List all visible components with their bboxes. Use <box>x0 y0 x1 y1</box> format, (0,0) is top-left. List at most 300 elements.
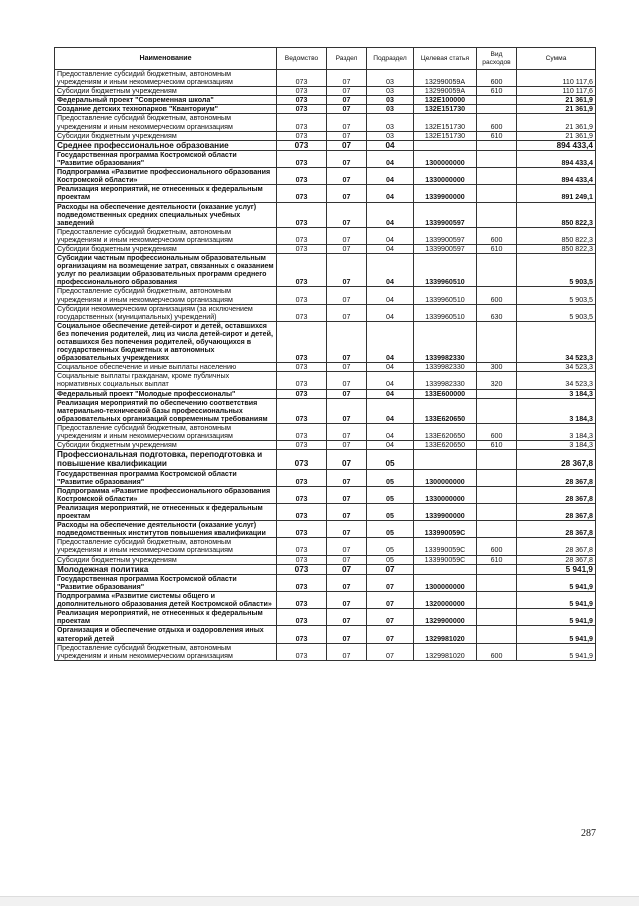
cell-razdel: 07 <box>327 304 367 321</box>
table-row <box>55 592 596 609</box>
cell-statya: 1329981020 <box>414 643 477 660</box>
cell-vid: 610 <box>477 244 517 253</box>
cell-statya: 133E620650 <box>414 441 477 450</box>
cell-summa: 3 184,3 <box>517 423 596 440</box>
cell-summa: 28 367,8 <box>517 486 596 503</box>
cell-vid <box>477 450 517 469</box>
cell-ved: 073 <box>277 574 327 591</box>
cell-statya: 132E151730 <box>414 131 477 140</box>
cell-razdel: 07 <box>327 321 367 362</box>
table-row <box>55 363 596 372</box>
cell-vid: 610 <box>477 87 517 96</box>
cell-statya: 1339982330 <box>414 363 477 372</box>
cell-razdel: 07 <box>327 363 367 372</box>
table-row <box>55 441 596 450</box>
cell-vid: 600 <box>477 287 517 304</box>
cell-razdel: 07 <box>327 574 367 591</box>
cell-name: Реализация мероприятий по обеспечению соответствия материально-технической базы профессиональных образовательных организаций современным требованиям <box>55 398 277 423</box>
cell-summa: 5 941,9 <box>517 574 596 591</box>
cell-name: Создание детских технопарков "Кванториум" <box>55 105 277 114</box>
cell-statya: 133E620650 <box>414 398 477 423</box>
cell-podrazdel: 05 <box>367 504 414 521</box>
cell-name: Субсидии бюджетным учреждениям <box>55 131 277 140</box>
cell-razdel: 07 <box>327 398 367 423</box>
cell-ved: 073 <box>277 105 327 114</box>
cell-ved: 073 <box>277 486 327 503</box>
cell-podrazdel: 04 <box>367 254 414 287</box>
cell-ved: 073 <box>277 609 327 626</box>
cell-podrazdel: 04 <box>367 150 414 167</box>
table-row <box>55 150 596 167</box>
cell-podrazdel: 03 <box>367 87 414 96</box>
header-name: Наименование <box>55 48 277 70</box>
cell-ved: 073 <box>277 504 327 521</box>
cell-razdel: 07 <box>327 555 367 564</box>
table-row <box>55 398 596 423</box>
cell-summa: 5 903,5 <box>517 304 596 321</box>
cell-name: Подпрограмма «Развитие профессионального образования Костромской области» <box>55 168 277 185</box>
cell-podrazdel: 07 <box>367 564 414 574</box>
cell-summa: 5 941,9 <box>517 626 596 643</box>
header-podrazdel: Подраздел <box>367 48 414 70</box>
cell-podrazdel: 07 <box>367 643 414 660</box>
cell-name: Федеральный проект "Современная школа" <box>55 96 277 105</box>
table-row <box>55 254 596 287</box>
cell-razdel: 07 <box>327 202 367 227</box>
cell-summa: 5 903,5 <box>517 254 596 287</box>
cell-name: Государственная программа Костромской области "Развитие образования" <box>55 150 277 167</box>
cell-ved: 073 <box>277 254 327 287</box>
cell-summa: 28 367,8 <box>517 538 596 555</box>
cell-summa: 28 367,8 <box>517 450 596 469</box>
cell-vid <box>477 626 517 643</box>
cell-ved: 073 <box>277 304 327 321</box>
cell-name: Государственная программа Костромской области "Развитие образования" <box>55 574 277 591</box>
cell-podrazdel: 04 <box>367 202 414 227</box>
cell-ved: 073 <box>277 150 327 167</box>
cell-razdel: 07 <box>327 105 367 114</box>
cell-razdel: 07 <box>327 643 367 660</box>
cell-vid <box>477 574 517 591</box>
cell-ved: 073 <box>277 287 327 304</box>
cell-ved: 073 <box>277 389 327 398</box>
cell-vid <box>477 150 517 167</box>
cell-vid <box>477 398 517 423</box>
cell-name: Государственная программа Костромской области "Развитие образования" <box>55 469 277 486</box>
cell-razdel: 07 <box>327 254 367 287</box>
cell-summa: 850 822,3 <box>517 202 596 227</box>
cell-razdel: 07 <box>327 185 367 202</box>
cell-statya: 1300000000 <box>414 469 477 486</box>
table-row <box>55 626 596 643</box>
table-row <box>55 287 596 304</box>
cell-statya: 1329900000 <box>414 609 477 626</box>
cell-razdel: 07 <box>327 389 367 398</box>
cell-razdel: 07 <box>327 592 367 609</box>
table-row <box>55 244 596 253</box>
cell-vid: 630 <box>477 304 517 321</box>
cell-name: Реализация мероприятий, не отнесенных к федеральным проектам <box>55 609 277 626</box>
cell-name: Реализация мероприятий, не отнесенных к федеральным проектам <box>55 504 277 521</box>
cell-name: Социальное обеспечение детей-сирот и детей, оставшихся без попечения родителей, лиц из числа детей-сирот и детей, оставшихся без попечения родителей, обучающихся в государственных бюджетных и автономных образовательных учреждениях <box>55 321 277 362</box>
cell-podrazdel: 04 <box>367 398 414 423</box>
cell-vid: 600 <box>477 643 517 660</box>
cell-name: Профессиональная подготовка, переподготовка и повышение квалификации <box>55 450 277 469</box>
cell-name: Предоставление субсидий бюджетным, автономным учреждениям и иным некоммерческим организациям <box>55 287 277 304</box>
cell-podrazdel: 04 <box>367 321 414 362</box>
cell-ved: 073 <box>277 469 327 486</box>
cell-podrazdel: 04 <box>367 441 414 450</box>
cell-razdel: 07 <box>327 564 367 574</box>
cell-summa: 34 523,3 <box>517 321 596 362</box>
cell-statya: 1339900597 <box>414 227 477 244</box>
cell-vid: 600 <box>477 538 517 555</box>
cell-summa: 34 523,3 <box>517 372 596 389</box>
cell-vid: 610 <box>477 441 517 450</box>
header-statya: Целевая статья <box>414 48 477 70</box>
cell-name: Среднее профессиональное образование <box>55 140 277 150</box>
cell-ved: 073 <box>277 131 327 140</box>
cell-podrazdel: 04 <box>367 389 414 398</box>
table-row <box>55 450 596 469</box>
cell-ved: 073 <box>277 643 327 660</box>
header-ved: Ведомство <box>277 48 327 70</box>
cell-statya: 1339900597 <box>414 202 477 227</box>
cell-ved: 073 <box>277 423 327 440</box>
cell-vid <box>477 140 517 150</box>
cell-vid <box>477 105 517 114</box>
cell-razdel: 07 <box>327 521 367 538</box>
cell-summa: 850 822,3 <box>517 244 596 253</box>
cell-summa: 28 367,8 <box>517 521 596 538</box>
cell-podrazdel: 05 <box>367 538 414 555</box>
cell-vid <box>477 321 517 362</box>
cell-razdel: 07 <box>327 114 367 131</box>
cell-statya: 133E600000 <box>414 389 477 398</box>
cell-podrazdel: 05 <box>367 486 414 503</box>
table-row <box>55 555 596 564</box>
cell-name: Молодежная политика <box>55 564 277 574</box>
table-row <box>55 521 596 538</box>
table-row <box>55 131 596 140</box>
cell-name: Субсидии некоммерческим организациям (за исключением государственных (муниципальных) учреждений) <box>55 304 277 321</box>
cell-name: Предоставление субсидий бюджетным, автономным учреждениям и иным некоммерческим организациям <box>55 423 277 440</box>
cell-summa: 5 941,9 <box>517 643 596 660</box>
cell-summa: 34 523,3 <box>517 363 596 372</box>
cell-summa: 5 903,5 <box>517 287 596 304</box>
cell-vid <box>477 469 517 486</box>
cell-vid <box>477 592 517 609</box>
cell-name: Предоставление субсидий бюджетным, автономным учреждениям и иным некоммерческим организациям <box>55 538 277 555</box>
cell-name: Субсидии бюджетным учреждениям <box>55 87 277 96</box>
cell-vid <box>477 486 517 503</box>
cell-statya: 132990059А <box>414 87 477 96</box>
cell-podrazdel: 04 <box>367 244 414 253</box>
table-row <box>55 469 596 486</box>
cell-razdel: 07 <box>327 168 367 185</box>
cell-podrazdel: 03 <box>367 105 414 114</box>
budget-table <box>54 47 596 661</box>
cell-name: Предоставление субсидий бюджетным, автономным учреждениям и иным некоммерческим организациям <box>55 227 277 244</box>
table-row <box>55 70 596 87</box>
cell-ved: 073 <box>277 538 327 555</box>
cell-summa: 28 367,8 <box>517 469 596 486</box>
cell-vid: 600 <box>477 114 517 131</box>
cell-razdel: 07 <box>327 227 367 244</box>
table-row <box>55 574 596 591</box>
cell-name: Федеральный проект "Молодые профессионалы" <box>55 389 277 398</box>
cell-vid <box>477 504 517 521</box>
cell-podrazdel: 03 <box>367 96 414 105</box>
cell-vid: 600 <box>477 227 517 244</box>
cell-statya: 1339960510 <box>414 287 477 304</box>
cell-vid: 610 <box>477 555 517 564</box>
cell-statya: 1300000000 <box>414 574 477 591</box>
cell-name: Предоставление субсидий бюджетным, автономным учреждениям и иным некоммерческим организациям <box>55 643 277 660</box>
cell-statya: 1339900000 <box>414 185 477 202</box>
cell-razdel: 07 <box>327 287 367 304</box>
cell-vid: 320 <box>477 372 517 389</box>
cell-razdel: 07 <box>327 626 367 643</box>
cell-vid <box>477 564 517 574</box>
cell-statya: 132E151730 <box>414 105 477 114</box>
cell-name: Реализация мероприятий, не отнесенных к федеральным проектам <box>55 185 277 202</box>
cell-razdel: 07 <box>327 244 367 253</box>
table-row <box>55 96 596 105</box>
cell-statya: 1339982330 <box>414 321 477 362</box>
cell-name: Расходы на обеспечение деятельности (оказание услуг) подведомственных средних специальных учебных заведений <box>55 202 277 227</box>
cell-statya: 133990059С <box>414 555 477 564</box>
cell-summa: 3 184,3 <box>517 398 596 423</box>
cell-vid: 610 <box>477 131 517 140</box>
cell-statya: 132990059А <box>414 70 477 87</box>
cell-statya: 1330000000 <box>414 486 477 503</box>
cell-statya: 1300000000 <box>414 150 477 167</box>
cell-statya: 1339900000 <box>414 504 477 521</box>
cell-podrazdel: 04 <box>367 140 414 150</box>
table-row <box>55 114 596 131</box>
cell-summa: 21 361,9 <box>517 105 596 114</box>
cell-ved: 073 <box>277 70 327 87</box>
cell-summa: 891 249,1 <box>517 185 596 202</box>
table-row <box>55 504 596 521</box>
header-razdel: Раздел <box>327 48 367 70</box>
cell-razdel: 07 <box>327 140 367 150</box>
cell-razdel: 07 <box>327 538 367 555</box>
cell-podrazdel: 05 <box>367 521 414 538</box>
cell-summa: 5 941,9 <box>517 609 596 626</box>
cell-statya <box>414 564 477 574</box>
cell-podrazdel: 05 <box>367 555 414 564</box>
cell-razdel: 07 <box>327 609 367 626</box>
cell-razdel: 07 <box>327 423 367 440</box>
cell-ved: 073 <box>277 114 327 131</box>
table-row <box>55 564 596 574</box>
cell-summa: 21 361,9 <box>517 96 596 105</box>
table-row <box>55 423 596 440</box>
cell-statya: 1339960510 <box>414 254 477 287</box>
table-row <box>55 202 596 227</box>
cell-summa: 894 433,4 <box>517 150 596 167</box>
cell-podrazdel: 04 <box>367 185 414 202</box>
cell-razdel: 07 <box>327 372 367 389</box>
cell-vid <box>477 185 517 202</box>
cell-name: Подпрограмма «Развитие системы общего и дополнительного образования детей Костромской области» <box>55 592 277 609</box>
cell-name: Субсидии частным профессиональным образовательным организациям на возмещение затрат, связанных с оказанием услуг по реализации образовательных программ среднего профессионального образования <box>55 254 277 287</box>
cell-name: Субсидии бюджетным учреждениям <box>55 244 277 253</box>
cell-summa: 28 367,8 <box>517 504 596 521</box>
cell-summa: 3 184,3 <box>517 389 596 398</box>
cell-ved: 073 <box>277 626 327 643</box>
cell-razdel: 07 <box>327 486 367 503</box>
cell-razdel: 07 <box>327 150 367 167</box>
cell-vid <box>477 254 517 287</box>
cell-vid <box>477 521 517 538</box>
table-row <box>55 389 596 398</box>
cell-podrazdel: 04 <box>367 287 414 304</box>
cell-razdel: 07 <box>327 469 367 486</box>
cell-statya: 1320000000 <box>414 592 477 609</box>
cell-razdel: 07 <box>327 441 367 450</box>
cell-summa: 5 941,9 <box>517 592 596 609</box>
cell-podrazdel: 04 <box>367 227 414 244</box>
cell-summa: 110 117,6 <box>517 87 596 96</box>
cell-statya: 1330000000 <box>414 168 477 185</box>
table-row <box>55 140 596 150</box>
cell-podrazdel: 04 <box>367 363 414 372</box>
cell-name: Организация и обеспечение отдыха и оздоровления иных категорий детей <box>55 626 277 643</box>
cell-statya: 1339960510 <box>414 304 477 321</box>
header-summa: Сумма <box>517 48 596 70</box>
cell-statya: 1329981020 <box>414 626 477 643</box>
cell-ved: 073 <box>277 168 327 185</box>
cell-razdel: 07 <box>327 504 367 521</box>
cell-summa: 21 361,9 <box>517 131 596 140</box>
cell-name: Социальные выплаты гражданам, кроме публичных нормативных социальных выплат <box>55 372 277 389</box>
cell-ved: 073 <box>277 450 327 469</box>
cell-summa: 5 941,9 <box>517 564 596 574</box>
cell-podrazdel: 07 <box>367 574 414 591</box>
cell-ved: 073 <box>277 372 327 389</box>
cell-razdel: 07 <box>327 450 367 469</box>
cell-name: Субсидии бюджетным учреждениям <box>55 555 277 564</box>
cell-summa: 894 433,4 <box>517 168 596 185</box>
cell-name: Субсидии бюджетным учреждениям <box>55 441 277 450</box>
page-number: 287 <box>581 828 596 839</box>
cell-podrazdel: 04 <box>367 304 414 321</box>
cell-name: Предоставление субсидий бюджетным, автономным учреждениям и иным некоммерческим организациям <box>55 70 277 87</box>
table-header-row <box>55 48 596 70</box>
cell-ved: 073 <box>277 521 327 538</box>
cell-name: Предоставление субсидий бюджетным, автономным учреждениям и иным некоммерческим организациям <box>55 114 277 131</box>
cell-ved: 073 <box>277 564 327 574</box>
cell-statya: 132E100000 <box>414 96 477 105</box>
cell-ved: 073 <box>277 202 327 227</box>
cell-summa: 850 822,3 <box>517 227 596 244</box>
cell-podrazdel: 05 <box>367 469 414 486</box>
table-row <box>55 304 596 321</box>
budget-table-container <box>54 47 595 661</box>
cell-statya: 1339900597 <box>414 244 477 253</box>
table-row <box>55 609 596 626</box>
header-vid: Вид расходов <box>477 48 517 70</box>
cell-summa: 110 117,6 <box>517 70 596 87</box>
cell-name: Подпрограмма «Развитие профессионального образования Костромской области» <box>55 486 277 503</box>
cell-podrazdel: 05 <box>367 450 414 469</box>
cell-ved: 073 <box>277 363 327 372</box>
cell-podrazdel: 04 <box>367 423 414 440</box>
table-body <box>55 70 596 661</box>
cell-ved: 073 <box>277 555 327 564</box>
cell-summa: 21 361,9 <box>517 114 596 131</box>
cell-razdel: 07 <box>327 131 367 140</box>
table-row <box>55 87 596 96</box>
cell-summa: 3 184,3 <box>517 441 596 450</box>
cell-vid: 300 <box>477 363 517 372</box>
cell-vid <box>477 389 517 398</box>
cell-vid <box>477 609 517 626</box>
cell-vid: 600 <box>477 70 517 87</box>
table-row <box>55 538 596 555</box>
cell-ved: 073 <box>277 87 327 96</box>
cell-ved: 073 <box>277 321 327 362</box>
cell-podrazdel: 07 <box>367 592 414 609</box>
cell-ved: 073 <box>277 398 327 423</box>
cell-statya: 132E151730 <box>414 114 477 131</box>
cell-ved: 073 <box>277 441 327 450</box>
cell-ved: 073 <box>277 140 327 150</box>
cell-razdel: 07 <box>327 96 367 105</box>
cell-razdel: 07 <box>327 70 367 87</box>
table-row <box>55 372 596 389</box>
cell-statya: 133990059С <box>414 521 477 538</box>
cell-podrazdel: 03 <box>367 114 414 131</box>
cell-ved: 073 <box>277 592 327 609</box>
table-row <box>55 168 596 185</box>
cell-name: Расходы на обеспечение деятельности (оказание услуг) подведомственных институтов повышения квалификации <box>55 521 277 538</box>
cell-statya <box>414 140 477 150</box>
table-row <box>55 185 596 202</box>
cell-podrazdel: 07 <box>367 609 414 626</box>
cell-vid: 600 <box>477 423 517 440</box>
cell-summa: 28 367,8 <box>517 555 596 564</box>
table-row <box>55 227 596 244</box>
cell-vid <box>477 96 517 105</box>
cell-ved: 073 <box>277 185 327 202</box>
cell-ved: 073 <box>277 227 327 244</box>
cell-podrazdel: 03 <box>367 131 414 140</box>
cell-podrazdel: 03 <box>367 70 414 87</box>
cell-statya: 133990059С <box>414 538 477 555</box>
table-row <box>55 486 596 503</box>
cell-podrazdel: 04 <box>367 372 414 389</box>
cell-statya: 133E620650 <box>414 423 477 440</box>
cell-summa: 894 433,4 <box>517 140 596 150</box>
table-row <box>55 321 596 362</box>
cell-vid <box>477 168 517 185</box>
cell-vid <box>477 202 517 227</box>
cell-name: Социальное обеспечение и иные выплаты населению <box>55 363 277 372</box>
cell-statya: 1339982330 <box>414 372 477 389</box>
cell-razdel: 07 <box>327 87 367 96</box>
cell-podrazdel: 04 <box>367 168 414 185</box>
cell-podrazdel: 07 <box>367 626 414 643</box>
cell-ved: 073 <box>277 96 327 105</box>
cell-statya <box>414 450 477 469</box>
cell-ved: 073 <box>277 244 327 253</box>
table-row <box>55 105 596 114</box>
table-row <box>55 643 596 660</box>
